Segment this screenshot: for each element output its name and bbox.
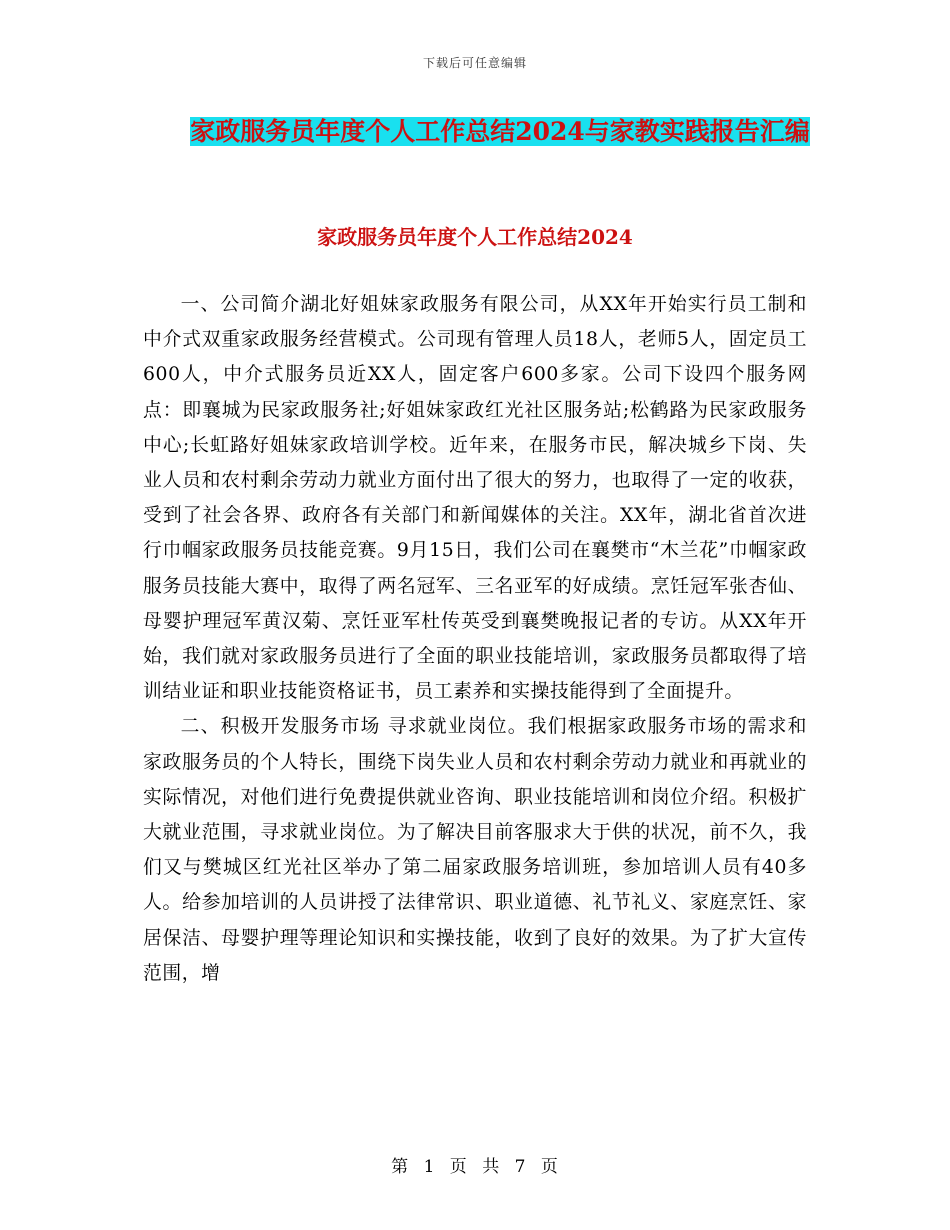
document-title [190,112,810,152]
page-footer [0,1152,950,1177]
document-title-text: 家政服务员年度个人工作总结2024与家教实践报告汇编 [190,117,810,146]
footer-label-total: 共 [482,1157,501,1177]
section-title: 家政服务员年度个人工作总结2024 [317,225,633,249]
header-note: 下载后可任意编辑 [422,56,527,70]
paragraph-2: 二、积极开发服务市场 寻求就业岗位。我们根据家政服务市场的需求和家政服务员的个人特长，围绕下岗失业人员和农村剩余劳动力就业和再就业的实际情况，对他们进行免费提供就业咨询、职业技能培训和岗位介绍。积极扩大就业范围，寻求就业岗位。为了解决目前客服求大于供的状况，前不久，我们又与樊城区红光社区举办了第二届家政服务培训班，参加培训人员有40多人。给参加培训的人员讲授了法律常识、职业道德、礼节礼义、家庭烹饪、家居保洁、母婴护理等理论知识和实操技能，收到了良好的效果。为了扩大宣传范围，增 [143,716,807,984]
footer-current-page: 1 [423,1157,436,1177]
footer-label-unit: 页 [449,1157,468,1177]
footer-label-unit2: 页 [540,1157,559,1177]
footer-total-pages: 7 [514,1157,527,1177]
footer-label-page: 第 [391,1157,410,1177]
paragraph-1: 一、公司简介湖北好姐妹家政服务有限公司，从XX年开始实行员工制和中介式双重家政服务经营模式。公司现有管理人员18人，老师5人，固定员工600人，中介式服务员近XX人，固定客户600多家。公司下设四个服务网点：即襄城为民家政服务社;好姐妹家政红光社区服务站;松鹤路为民家政服务中心;长虹路好姐妹家政培训学校。近年来，在服务市民，解决城乡下岗、失业人员和农村剩余劳动力就业方面付出了很大的努力，也取得了一定的收获，受到了社会各界、政府各有关部门和新闻媒体的关注。XX年，湖北省首次进行巾帼家政服务员技能竞赛。9月15日，我们公司在襄樊市“木兰花”巾帼家政服务员技能大赛中，取得了两名冠军、三名亚军的好成绩。烹饪冠军张杏仙、母婴护理冠军黄汉菊、烹饪亚军杜传英受到襄樊晚报记者的专访。从XX年开始，我们就对家政服务员进行了全面的职业技能培训，家政服务员都取得了培训结业证和职业技能资格证书，员工素养和实操技能得到了全面提升。 [143,294,807,703]
body-text [143,287,807,991]
